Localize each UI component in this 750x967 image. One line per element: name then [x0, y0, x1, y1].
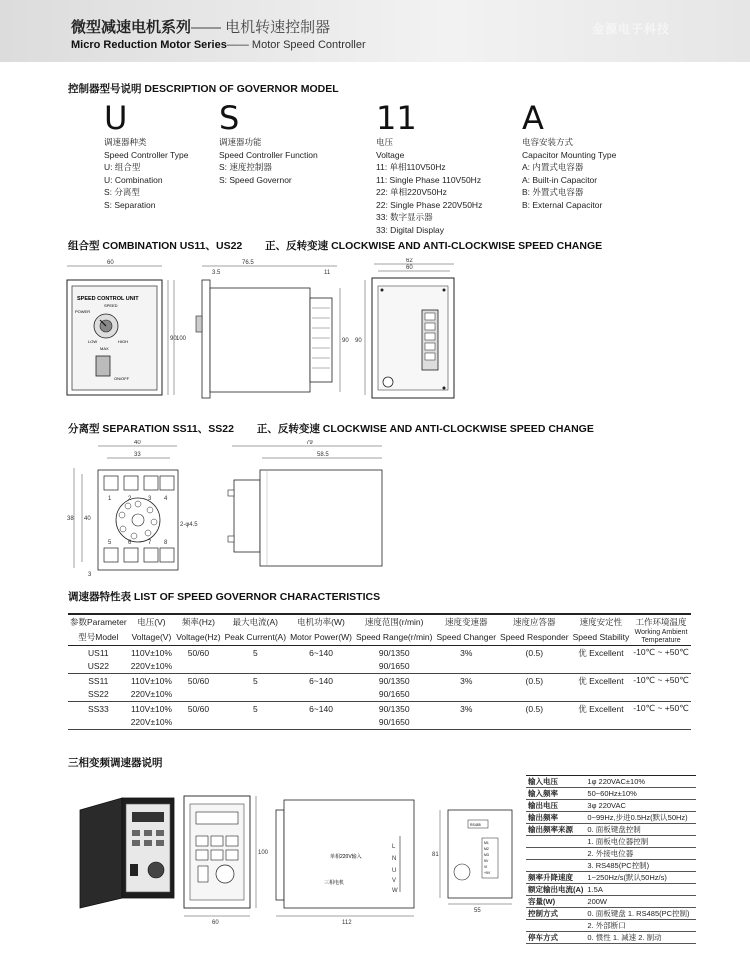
code-line: B: 外置式电容器: [522, 187, 584, 197]
inverter-drawings: [62, 780, 522, 930]
code-letter: 11: [376, 99, 417, 137]
spec-label: [526, 920, 585, 932]
code-column-capacitor: [522, 99, 672, 211]
spec-label: 输出频率来源: [526, 824, 585, 836]
spec-value: 1φ 220VAC±10%: [585, 776, 696, 788]
cell-freq: [174, 688, 222, 702]
code-label-cn: 调速器功能: [219, 137, 262, 147]
spec-label: 输出频率: [526, 812, 585, 824]
table-row: [526, 884, 696, 896]
cell-power: [288, 716, 354, 730]
cell-model: SS33: [87, 703, 109, 714]
title-cn-sub: —— 电机转速控制器: [191, 19, 331, 36]
switch-label: ON/OFF: [114, 376, 130, 381]
cell-model: US11: [88, 647, 109, 658]
spec-value: 3. RS485(PC控制): [585, 860, 696, 872]
inverter-spec-table: [526, 775, 696, 944]
cell-model: [68, 716, 129, 730]
combination-front-view: [67, 260, 187, 395]
combination-title: [68, 238, 602, 253]
cell-current: [223, 716, 288, 730]
table-header: Voltage(Hz): [174, 629, 222, 646]
table-row: [526, 812, 696, 824]
dim-sep-h2: 40: [84, 516, 91, 522]
cell-voltage: 220V±10%: [129, 716, 175, 730]
cell-range: 90/1350: [378, 647, 410, 658]
cell-stability: [571, 660, 632, 674]
cell-voltage: 110V±10%: [131, 675, 172, 686]
title-cn: 微型减速电机系列: [71, 19, 192, 36]
combination-title2: 正、反转变速 CLOCKWISE AND ANTI-CLOCKWISE SPEED CHANGE: [265, 240, 603, 252]
header-title-cn: [71, 16, 330, 37]
table-row: [526, 920, 696, 932]
description-title: 控制器型号说明 DESCRIPTION OF GOVERNOR MODEL: [68, 83, 339, 95]
title-en: Micro Reduction Motor Series: [71, 39, 227, 51]
pin-label: 7: [148, 540, 152, 546]
spec-value: 1. 面板电位器控制: [585, 836, 696, 848]
spec-label: 输入电压: [526, 776, 585, 788]
separation-title-text: 分离型 SEPARATION SS11、SS22: [68, 423, 234, 435]
inverter-front-view: [184, 796, 269, 926]
cell-current: [223, 688, 288, 702]
combination-title-text: 组合型 COMBINATION US11、US22: [68, 240, 243, 252]
dim-inv-h2: 81: [432, 852, 439, 858]
cell-current: 5: [252, 647, 258, 658]
pin-label: 2: [128, 496, 132, 502]
table-header: 电机功率(W): [288, 614, 354, 629]
cell-current: 5: [252, 675, 258, 686]
cell-freq: [174, 660, 222, 674]
cell-temp: [631, 660, 690, 674]
cell-responder: [498, 716, 571, 730]
terminal-label: L: [392, 844, 396, 850]
code-line: A: 内置式电容器: [522, 162, 584, 172]
table-header-row: [68, 629, 691, 646]
table-header: Speed Stability: [571, 629, 632, 646]
spec-value: 0~99Hz,步进0.5Hz(默认50Hz): [585, 812, 696, 824]
inverter-back-view: [432, 810, 512, 914]
table-header: 最大电流(A): [223, 614, 288, 629]
cell-voltage: 110V±10%: [131, 647, 172, 658]
cell-range: 90/1350: [378, 675, 410, 686]
table-row: [68, 716, 691, 730]
cell-changer: [434, 688, 498, 702]
power-label: POWER: [75, 309, 91, 314]
cell-range: 90/1650: [354, 660, 435, 674]
cell-responder: (0.5): [525, 675, 544, 686]
terminal-label: V: [392, 878, 397, 884]
code-line: S: Speed Governor: [219, 174, 292, 185]
dim-inv-h: 100: [258, 850, 269, 856]
cell-freq: 50/60: [187, 675, 210, 686]
cell-changer: [434, 660, 498, 674]
table-header: 速度变速器: [434, 614, 498, 629]
code-label-cn: 调速器种类: [104, 137, 147, 147]
code-line: S: 速度控制器: [219, 162, 272, 172]
cell-responder: (0.5): [525, 647, 544, 658]
separation-drawings: [62, 440, 402, 580]
dim-w2: 62: [406, 258, 413, 264]
spec-value: 0. 面板键盘控制: [585, 824, 696, 836]
cell-model: US22: [68, 660, 129, 674]
spec-value: 2. 外部断口: [585, 920, 696, 932]
side-terminal-label: 5V: [484, 859, 489, 863]
separation-socket-view: [67, 440, 198, 578]
code-label-en: Capacitor Mounting Type: [522, 149, 617, 160]
table-header: Motor Power(W): [288, 629, 354, 646]
cell-changer: 3%: [460, 703, 473, 714]
code-line: 22: 单相220V50Hz: [376, 187, 447, 197]
table-row: [68, 688, 691, 702]
terminal-label: W: [392, 888, 398, 894]
table-header-row: [68, 614, 691, 629]
cell-responder: [498, 688, 571, 702]
cell-voltage: 110V±10%: [131, 703, 172, 714]
pin-label: 4: [164, 496, 168, 502]
code-line: 33: Digital Display: [376, 224, 445, 235]
spec-label: 停车方式: [526, 932, 585, 944]
dim-sep-d2: 58.5: [317, 452, 329, 458]
table-row: [68, 660, 691, 674]
code-line: U: Combination: [104, 174, 163, 185]
motor-label: 三相电机: [324, 880, 345, 886]
cell-changer: 3%: [460, 675, 473, 686]
spec-label: 容量(W): [526, 896, 585, 908]
code-label-cn: 电压: [376, 137, 394, 147]
brand-logo: 金源电子科技: [592, 22, 671, 36]
cell-power: [288, 688, 354, 702]
table-header: Peak Current(A): [223, 629, 288, 646]
table-header: 参数Parameter: [68, 614, 129, 629]
code-letter: S: [219, 99, 240, 137]
table-row: [526, 872, 696, 884]
table-header: Speed Responder: [498, 629, 571, 646]
side-terminal-label: RS485: [470, 823, 481, 827]
cell-range: 90/1650: [354, 716, 435, 730]
dim-sep-w2: 33: [134, 452, 141, 458]
cell-power: 6~140: [309, 703, 333, 714]
characteristics-table: [68, 613, 691, 730]
dim-h4: 90: [355, 338, 362, 344]
side-terminal-label: M1: [484, 841, 489, 845]
table-header: 速度安定性: [571, 614, 632, 629]
pin-label: 8: [164, 540, 168, 546]
dim-h1: 90: [170, 336, 177, 342]
cell-stability: [571, 716, 632, 730]
cell-range: 90/1650: [354, 688, 435, 702]
spec-value: 1.5A: [585, 884, 696, 896]
cell-temp: -10℃ ~ +50℃: [633, 675, 689, 686]
spec-label: [526, 848, 585, 860]
table-row: [68, 702, 691, 716]
code-column-type: [104, 99, 214, 211]
inverter-photo: [80, 798, 174, 908]
dim-h3: 90: [342, 338, 349, 344]
power-switch: [96, 356, 110, 376]
table-row: [526, 776, 696, 788]
table-row: [526, 860, 696, 872]
dim-h2: 100: [176, 336, 187, 342]
code-column-voltage: [376, 99, 516, 236]
spec-label: 控制方式: [526, 908, 585, 920]
code-column-function: [219, 99, 369, 186]
side-terminal-label: M2: [484, 847, 489, 851]
cell-voltage: 220V±10%: [129, 660, 175, 674]
dim-sep-h3: 3: [88, 572, 92, 578]
cell-current: [223, 660, 288, 674]
spec-label: 输入频率: [526, 788, 585, 800]
pin-label: 3: [148, 496, 152, 502]
code-label-cn: 电容安装方式: [522, 137, 574, 147]
code-line: B: External Capacitor: [522, 199, 603, 210]
cell-freq: [174, 716, 222, 730]
table-row: [68, 674, 691, 688]
code-letter: A: [522, 99, 544, 137]
table-row: [526, 824, 696, 836]
code-label-en: Voltage: [376, 149, 405, 160]
cell-temp: -10℃ ~ +50℃: [633, 647, 689, 658]
title-en-sub: —— Motor Speed Controller: [226, 39, 366, 51]
table-row: [68, 646, 691, 660]
spec-label: 输出电压: [526, 800, 585, 812]
dim-inv-w: 60: [212, 920, 219, 926]
code-line: A: Built-in Capacitor: [522, 174, 598, 185]
header-title-en: [71, 39, 366, 51]
cell-responder: (0.5): [525, 703, 544, 714]
dim-sep-h1: 38: [67, 516, 74, 522]
table-row: [526, 848, 696, 860]
spec-value: 3φ 220VAC: [585, 800, 696, 812]
cell-stability: 优 Excellent: [578, 675, 624, 686]
cell-temp: [631, 688, 690, 702]
side-terminal-label: VI: [484, 865, 488, 869]
table-row: [526, 788, 696, 800]
cell-temp: [631, 716, 690, 730]
code-line: 22: Single Phase 220V50Hz: [376, 199, 483, 210]
dim-hole: 2-φ4.5: [180, 522, 198, 528]
table-row: [526, 932, 696, 944]
pin-label: 5: [108, 540, 112, 546]
page-header: [0, 0, 750, 62]
terminal-label: N: [392, 856, 397, 862]
cell-power: 6~140: [309, 675, 333, 686]
code-label-en: Speed Controller Type: [104, 149, 189, 160]
dim-w3: 60: [406, 265, 413, 271]
code-line: S: Separation: [104, 199, 156, 210]
cell-power: [288, 660, 354, 674]
dim-inv-w2: 55: [474, 908, 481, 914]
high-label: HIGH: [118, 339, 128, 344]
cell-responder: [498, 660, 571, 674]
combination-side-view: [196, 260, 349, 398]
cell-range: 90/1350: [378, 703, 410, 714]
dim-inv-d: 112: [342, 920, 352, 926]
code-line: 11: 单相110V50Hz: [376, 162, 446, 172]
input-label: 单相220V输入: [330, 854, 362, 860]
spec-value: 50~60Hz±10%: [585, 788, 696, 800]
dim-d1: 76.5: [242, 260, 254, 266]
table-header: 工作环境温度: [631, 614, 690, 629]
dim-d3: 11: [324, 270, 331, 276]
cell-temp: -10℃ ~ +50℃: [633, 703, 689, 714]
inverter-side-view: [276, 800, 414, 926]
panel-label: SPEED CONTROL UNIT: [77, 296, 139, 302]
table-header: Voltage(V): [129, 629, 175, 646]
spec-value: 200W: [585, 896, 696, 908]
pin-label: 6: [128, 540, 132, 546]
cell-freq: 50/60: [187, 647, 210, 658]
max-label: MAX: [100, 346, 109, 351]
table-row: [526, 896, 696, 908]
cell-model: SS22: [68, 688, 129, 702]
table-header: Working Ambient Temperature: [631, 629, 690, 646]
spec-value: 2. 外接电位器: [585, 848, 696, 860]
code-label-en: Speed Controller Function: [219, 149, 318, 160]
dim-w1: 60: [107, 260, 114, 266]
spec-label: [526, 860, 585, 872]
side-terminal-label: M3: [484, 853, 489, 857]
table-header: Speed Changer: [434, 629, 498, 646]
code-line: 11: Single Phase 110V50Hz: [376, 174, 482, 185]
table-header: 速度范围(r/min): [354, 614, 435, 629]
cell-stability: 优 Excellent: [578, 703, 624, 714]
spec-value: 0. 惯性 1. 减速 2. 制动: [585, 932, 696, 944]
spec-label: [526, 836, 585, 848]
dim-sep-w1: 40: [134, 440, 141, 446]
table-header: 速度应答器: [498, 614, 571, 629]
table-header: 电压(V): [129, 614, 175, 629]
spec-label: 频率升降速度: [526, 872, 585, 884]
cell-stability: [571, 688, 632, 702]
dim-d2: 3.5: [212, 270, 221, 276]
cell-power: 6~140: [309, 647, 333, 658]
speed-label: SPEED: [104, 303, 118, 308]
cell-stability: 优 Excellent: [578, 647, 624, 658]
separation-title2: 正、反转变速 CLOCKWISE AND ANTI-CLOCKWISE SPEED CHANGE: [256, 423, 594, 435]
table-row: [526, 800, 696, 812]
side-terminal-label: +5V: [484, 871, 491, 875]
table-header: Speed Range(r/min): [354, 629, 435, 646]
code-line: 33: 数字显示器: [376, 212, 433, 222]
characteristics-title: 调速器特性表 LIST OF SPEED GOVERNOR CHARACTERISTICS: [68, 591, 381, 603]
code-letter: U: [104, 99, 128, 137]
terminal-label: U: [392, 868, 397, 874]
separation-title: [68, 421, 594, 436]
table-row: [526, 836, 696, 848]
cell-freq: 50/60: [187, 703, 210, 714]
spec-value: 1~250Hz/s(默认50Hz/s): [585, 872, 696, 884]
separation-side-view: [228, 440, 382, 566]
cell-model: SS11: [88, 675, 109, 686]
cell-voltage: 220V±10%: [129, 688, 175, 702]
code-line: U: 组合型: [104, 162, 141, 172]
cell-current: 5: [252, 703, 258, 714]
dim-sep-d1: 79: [306, 440, 313, 446]
cell-changer: [434, 716, 498, 730]
table-header: 频率(Hz): [174, 614, 222, 629]
pin-label: 1: [108, 496, 112, 502]
spec-value: 0. 面板键盘 1. RS485(PC控制): [585, 908, 696, 920]
spec-label: 额定输出电流(A): [528, 885, 584, 894]
code-line: S: 分离型: [104, 187, 140, 197]
low-label: LOW: [88, 339, 98, 344]
combination-back-view: [355, 258, 454, 398]
cell-changer: 3%: [460, 647, 473, 658]
inverter-title: 三相变频调速器说明: [68, 757, 163, 769]
table-row: [526, 908, 696, 920]
combination-drawings: [62, 258, 702, 406]
table-header: 型号Model: [68, 629, 129, 646]
